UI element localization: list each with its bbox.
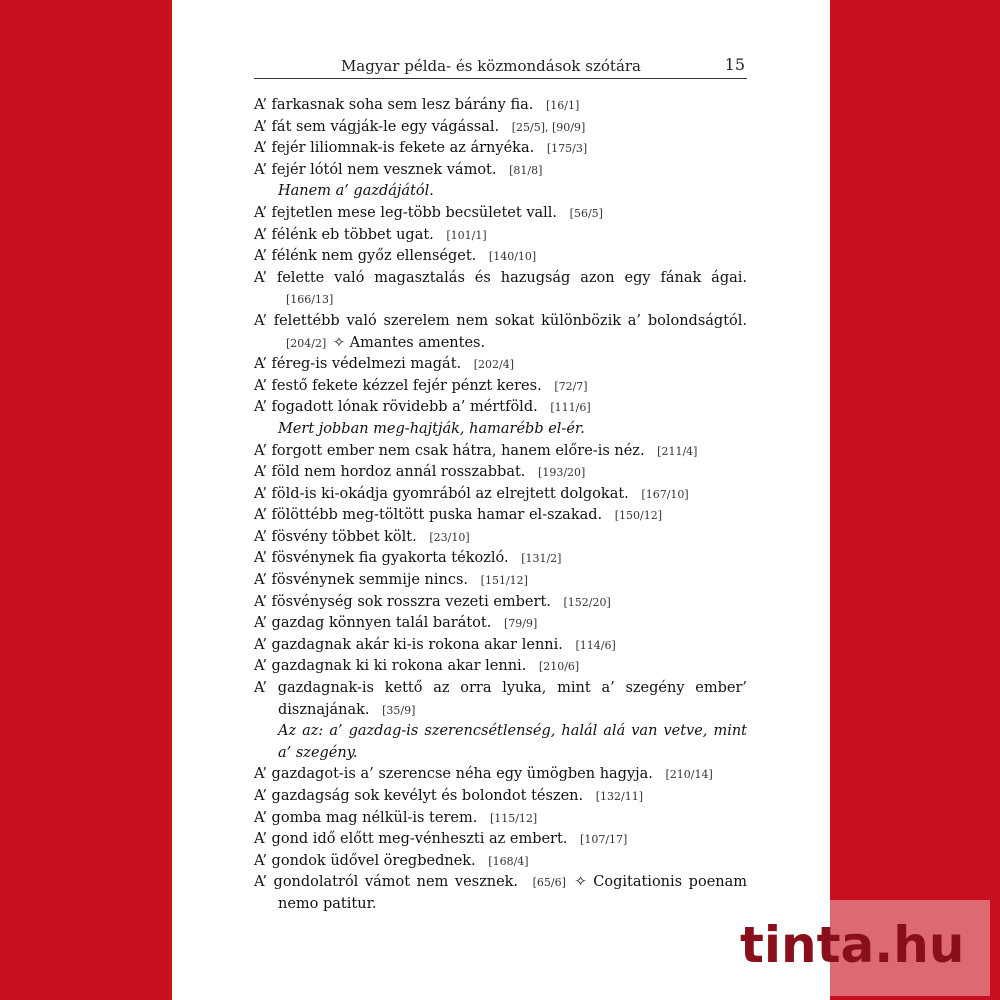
proverb-entry bbox=[254, 311, 747, 354]
running-title: Magyar példa- és közmondások szótára bbox=[340, 57, 641, 75]
proverb-entry bbox=[254, 354, 747, 376]
proverb-text: A’ fejér lótól nem vesznek vámot. bbox=[254, 161, 497, 178]
proverb-text: A’ gomba mag nélkül-is terem. bbox=[254, 809, 478, 826]
proverb-text: A’ gazdag könnyen talál barátot. bbox=[254, 615, 492, 632]
proverb-explanation: Hanem a’ gazdájától. bbox=[278, 183, 434, 200]
proverb-text: A’ gazdagság sok kevélyt és bolondot tészen. bbox=[254, 788, 584, 804]
source-reference: [131/2] bbox=[521, 552, 562, 566]
proverb-text: A’ gazdagnak-is kettő az orra lyuka, mint a’ szegény ember’ disznajának. bbox=[254, 680, 747, 718]
source-reference: [35/9] bbox=[382, 703, 416, 717]
proverb-entry bbox=[254, 484, 747, 506]
source-reference: [25/5], [90/9] bbox=[511, 120, 586, 134]
proverb-text: A’ fölöttébb meg-töltött puska hamar el-szakad. bbox=[254, 507, 603, 524]
proverb-entry bbox=[254, 397, 747, 419]
proverb-list bbox=[254, 95, 747, 916]
proverb-text: A’ festő fekete kézzel fejér pénzt keres. bbox=[254, 377, 542, 394]
source-reference: [150/12] bbox=[614, 509, 663, 523]
proverb-text: A’ fösvénynek semmije nincs. bbox=[254, 572, 469, 589]
source-reference: [79/9] bbox=[503, 617, 538, 631]
source-reference: [152/20] bbox=[563, 595, 611, 609]
proverb-explanation: Az az: a’ gazdag-is szerencsétlenség, halál alá van vetve, mint a’ szegény. bbox=[278, 723, 747, 761]
proverb-entry bbox=[254, 225, 747, 247]
proverb-text: A’ föld-is ki-okádja gyomrából az elrejtett dolgokat. bbox=[254, 485, 629, 502]
proverb-text: A’ fejtetlen mese leg-több becsületet vall. bbox=[254, 204, 558, 221]
source-reference: [114/6] bbox=[575, 638, 616, 652]
watermark bbox=[740, 900, 990, 996]
proverb-entry bbox=[254, 117, 747, 139]
source-reference: [140/10] bbox=[488, 250, 537, 264]
proverb-entry bbox=[254, 268, 747, 311]
source-reference: [115/12] bbox=[489, 811, 538, 825]
proverb-text: A’ gazdagot-is a’ szerencse néha egy ümögben hagyja. bbox=[254, 766, 653, 783]
proverb-text: A’ gond idő előtt meg-vénheszti az embert. bbox=[254, 831, 568, 848]
proverb-text: A’ félénk eb többet ugat. bbox=[254, 226, 434, 243]
proverb-text: A’ félénk nem győz ellenséget. bbox=[254, 248, 477, 265]
source-reference: [101/1] bbox=[446, 228, 487, 242]
proverb-entry bbox=[254, 872, 747, 915]
latin-equivalent: ✧ Amantes amentes. bbox=[332, 334, 486, 351]
proverb-text: A’ gazdagnak akár ki-is rokona akar lenni. bbox=[254, 636, 563, 653]
proverb-text: A’ fogadott lónak rövidebb a’ mértföld. bbox=[254, 399, 538, 416]
proverb-text: A’ farkasnak soha sem lesz bárány fia. bbox=[254, 97, 534, 113]
watermark-text: tinta.hu bbox=[740, 916, 965, 974]
source-reference: [151/12] bbox=[480, 574, 528, 588]
proverb-text: A’ gondok üdővel öregbednek. bbox=[254, 852, 476, 869]
source-reference: [175/3] bbox=[546, 142, 588, 156]
source-reference: [166/13] bbox=[286, 293, 334, 307]
running-header bbox=[254, 54, 747, 79]
latin-equivalent: ✧ Cogitationis poenam nemo patitur. bbox=[278, 874, 748, 912]
proverb-explanation: Mert jobban meg-hajtják, hamarébb el-ér. bbox=[278, 420, 585, 437]
proverb-text: A’ fösvénynek fia gyakorta tékozló. bbox=[254, 550, 509, 567]
proverb-entry bbox=[254, 570, 747, 592]
proverb-entry bbox=[254, 786, 747, 808]
source-reference: [211/4] bbox=[657, 444, 698, 458]
proverb-entry bbox=[254, 376, 747, 398]
proverb-text: A’ fösvénység sok rosszra vezeti embert. bbox=[254, 593, 551, 610]
source-reference: [132/11] bbox=[595, 790, 644, 803]
source-reference: [210/14] bbox=[665, 768, 713, 782]
proverb-entry bbox=[254, 160, 747, 182]
source-reference: [210/6] bbox=[538, 660, 580, 674]
proverb-entry bbox=[254, 592, 747, 614]
proverb-entry bbox=[254, 527, 747, 549]
source-reference: [107/17] bbox=[580, 833, 628, 847]
proverb-text: A’ fejér liliomnak-is fekete az árnyéka. bbox=[254, 140, 535, 157]
proverb-text: A’ forgott ember nem csak hátra, hanem előre-is néz. bbox=[254, 442, 645, 459]
proverb-entry bbox=[254, 613, 747, 635]
source-reference: [111/6] bbox=[550, 401, 591, 415]
source-reference: [168/4] bbox=[488, 854, 529, 868]
source-reference: [23/10] bbox=[429, 530, 470, 544]
proverb-entry bbox=[254, 95, 747, 117]
proverb-entry bbox=[254, 678, 747, 721]
proverb-entry bbox=[254, 851, 747, 873]
proverb-entry bbox=[254, 829, 747, 851]
source-reference: [193/20] bbox=[538, 466, 586, 480]
source-reference: [204/2] bbox=[286, 336, 327, 350]
proverb-entry bbox=[254, 246, 747, 268]
proverb-text: A’ föld nem hordoz annál rosszabbat. bbox=[254, 464, 526, 481]
source-reference: [81/8] bbox=[509, 163, 543, 177]
proverb-entry bbox=[254, 203, 747, 225]
proverb-entry bbox=[254, 764, 747, 786]
proverb-entry bbox=[254, 808, 747, 830]
proverb-entry bbox=[254, 462, 747, 484]
source-reference: [56/5] bbox=[569, 206, 603, 220]
proverb-text: A’ gazdagnak ki ki rokona akar lenni. bbox=[254, 658, 527, 675]
source-reference: [16/1] bbox=[545, 99, 580, 112]
proverb-text: A’ fát sem vágják-le egy vágással. bbox=[254, 118, 500, 135]
source-reference: [65/6] bbox=[532, 876, 566, 890]
proverb-entry bbox=[254, 656, 747, 678]
proverb-entry bbox=[254, 548, 747, 570]
proverb-text: A’ fösvény többet költ. bbox=[254, 528, 417, 545]
page-number: 15 bbox=[724, 55, 745, 74]
source-reference: [167/10] bbox=[641, 487, 689, 501]
source-reference: [72/7] bbox=[554, 379, 588, 393]
proverb-entry bbox=[254, 635, 747, 657]
proverb-text: A’ felettébb való szerelem nem sokat különbözik a’ bolondságtól. bbox=[254, 312, 747, 329]
proverb-entry bbox=[254, 505, 747, 527]
proverb-entry bbox=[254, 138, 747, 160]
source-reference: [202/4] bbox=[473, 358, 515, 372]
proverb-text: A’ gondolatról vámot nem vesznek. bbox=[254, 874, 519, 891]
proverb-text: A’ felette való magasztalás és hazugság azon egy fának ágai. bbox=[254, 269, 747, 286]
proverb-text: A’ féreg-is védelmezi magát. bbox=[254, 356, 462, 373]
proverb-entry bbox=[254, 441, 747, 463]
